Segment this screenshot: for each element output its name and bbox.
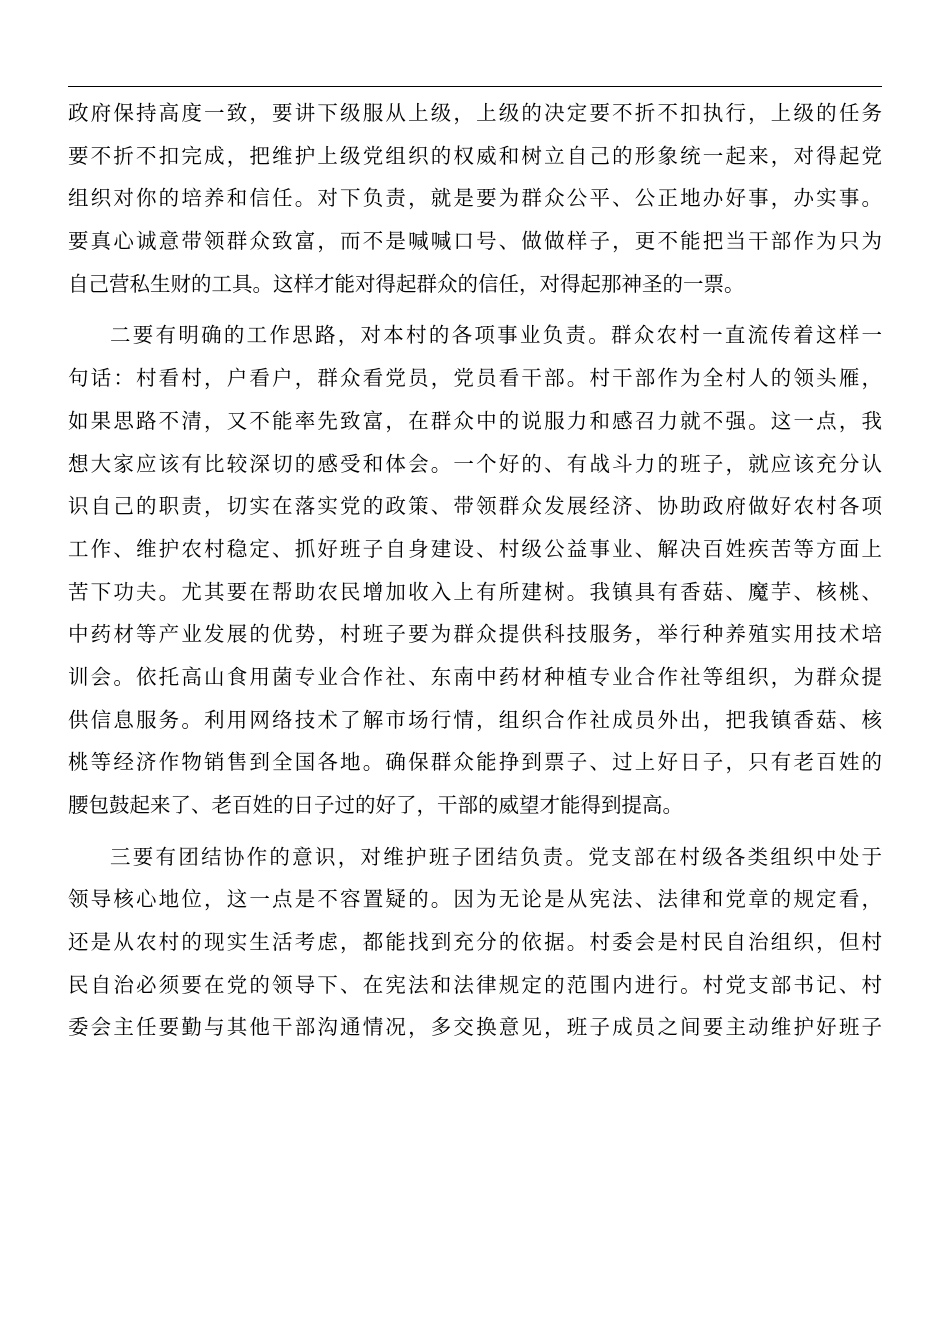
paragraph-1 [68,92,882,305]
text-line: 中药材等产业发展的优势，村班子要为群众提供科技服务，举行种养殖实用技术培 [68,622,882,647]
text-line: 还是从农村的现实生活考虑，都能找到充分的依据。村委会是村民自治组织，但村 [68,930,882,955]
text-line: 政府保持高度一致，要讲下级服从上级，上级的决定要不折不扣执行，上级的任务 [68,101,882,125]
text-line: 民自治必须要在党的领导下、在宪法和法律规定的范围内进行。村党支部书记、村 [68,972,882,997]
text-line: 训会。依托高山食用菌专业合作社、东南中药材种植专业合作社等组织，为群众提 [68,664,882,689]
body-text [68,92,882,1049]
text-line: 桃等经济作物销售到全国各地。确保群众能挣到票子、过上好日子，只有老百姓的 [68,750,882,775]
text-line: 句话：村看村，户看户，群众看党员，党员看干部。村干部作为全村人的领头雁， [68,366,882,391]
text-line: 想大家应该有比较深切的感受和体会。一个好的、有战斗力的班子，就应该充分认 [68,451,882,476]
text-line: 腰包鼓起来了、老百姓的日子过的好了，干部的威望才能得到提高。 [68,793,683,817]
paragraph-gap [68,827,882,836]
text-line: 工作、维护农村稳定、抓好班子自身建设、村级公益事业、解决百姓疾苦等方面上 [68,536,882,561]
text-line: 领导核心地位，这一点是不容置疑的。因为无论是从宪法、法律和党章的规定看， [68,887,882,912]
text-line: 供信息服务。利用网络技术了解市场行情，组织合作社成员外出，把我镇香菇、核 [68,707,882,732]
text-line: 二要有明确的工作思路，对本村的各项事业负责。群众农村一直流传着这样一 [110,323,882,348]
text-line: 三要有团结协作的意识，对维护班子团结负责。党支部在村级各类组织中处于 [110,844,882,869]
text-line: 委会主任要勤与其他干部沟通情况，多交换意见，班子成员之间要主动维护好班子 [68,1015,882,1040]
paragraph-2 [68,314,882,826]
header-rule [68,86,882,87]
paragraph-gap [68,305,882,314]
text-line: 要真心诚意带领群众致富，而不是喊喊口号、做做样子，更不能把当干部作为只为 [68,229,882,254]
text-line: 组织对你的培养和信任。对下负责，就是要为群众公平、公正地办好事，办实事。 [68,186,882,211]
text-line: 要不折不扣完成，把维护上级党组织的权威和树立自己的形象统一起来，对得起党 [68,143,882,168]
text-line: 自己营私生财的工具。这样才能对得起群众的信任，对得起那神圣的一票。 [68,271,745,296]
text-line: 如果思路不清，又不能率先致富，在群众中的说服力和感召力就不强。这一点，我 [68,408,882,433]
text-line: 识自己的职责，切实在落实党的政策、带领群众发展经济、协助政府做好农村各项 [68,494,882,519]
text-line: 苦下功夫。尤其要在帮助农民增加收入上有所建树。我镇具有香菇、魔芋、核桃、 [68,579,882,604]
paragraph-3 [68,836,882,1049]
